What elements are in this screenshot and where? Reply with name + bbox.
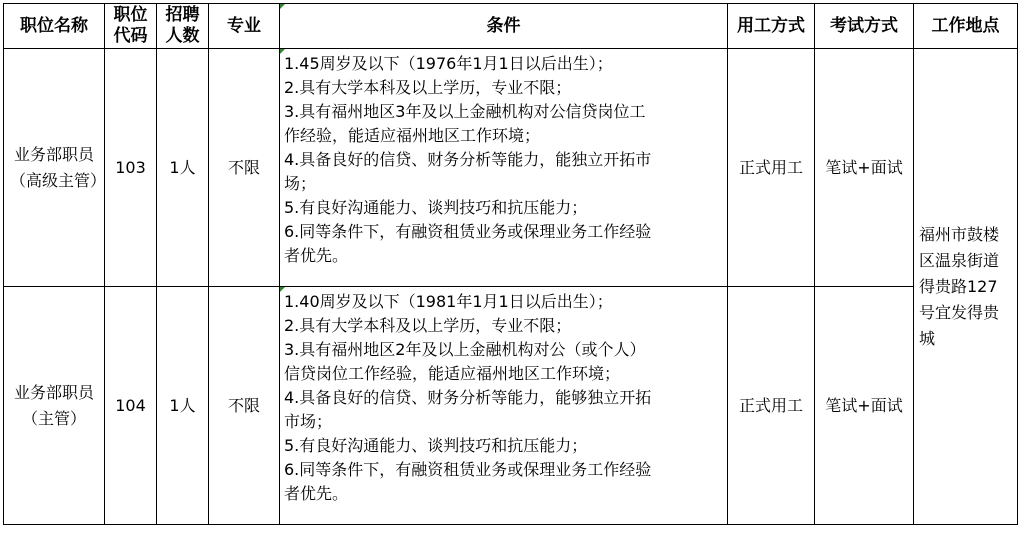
condition-line: 市场； bbox=[284, 412, 333, 431]
table-row bbox=[4, 287, 1018, 525]
condition-line: 信贷岗位工作经验，能适应福州地区工作环境； bbox=[284, 364, 621, 383]
conditions-cell bbox=[280, 49, 728, 287]
major-cell: 不限 bbox=[209, 287, 280, 525]
condition-line: 4.具备良好的信贷、财务分析等能力，能独立开拓市 bbox=[284, 150, 652, 169]
header-code-line1: 职位 bbox=[113, 5, 148, 25]
code-cell: 103 bbox=[105, 49, 157, 287]
condition-line: 者优先。 bbox=[284, 484, 349, 503]
header-position: 职位名称 bbox=[4, 4, 105, 49]
position-cell: 业务部职员（主管） bbox=[4, 287, 105, 525]
header-row bbox=[4, 4, 1018, 49]
condition-line: 6.同等条件下，有融资租赁业务或保理业务工作经验 bbox=[284, 222, 652, 241]
cell-comment-marker bbox=[280, 287, 285, 292]
condition-line: 作经验，能适应福州地区工作环境； bbox=[284, 126, 541, 145]
conditions-cell bbox=[280, 287, 728, 525]
header-conditions bbox=[280, 4, 728, 49]
header-hire-line2: 人数 bbox=[165, 26, 200, 46]
condition-line: 场； bbox=[284, 174, 317, 193]
condition-line: 2.具有大学本科及以上学历，专业不限； bbox=[284, 316, 572, 335]
header-hire-count bbox=[157, 4, 209, 49]
code-cell: 104 bbox=[105, 287, 157, 525]
header-location: 工作地点 bbox=[914, 4, 1018, 49]
condition-line: 6.同等条件下，有融资租赁业务或保理业务工作经验 bbox=[284, 460, 652, 479]
condition-line: 3.具有福州地区2年及以上金融机构对公（或个人） bbox=[284, 340, 646, 359]
condition-line: 5.有良好沟通能力、谈判技巧和抗压能力； bbox=[284, 436, 588, 455]
location-cell: 福州市鼓楼区温泉街道得贵路127号宜发得贵城 bbox=[914, 49, 1018, 525]
employment-cell: 正式用工 bbox=[728, 49, 815, 287]
condition-line: 5.有良好沟通能力、谈判技巧和抗压能力； bbox=[284, 198, 588, 217]
count-cell: 1人 bbox=[157, 287, 209, 525]
table-row bbox=[4, 49, 1018, 287]
header-major: 专业 bbox=[209, 4, 280, 49]
condition-line: 1.45周岁及以下（1976年1月1日以后出生）； bbox=[284, 54, 613, 73]
header-code bbox=[105, 4, 157, 49]
condition-line: 者优先。 bbox=[284, 246, 349, 265]
employment-cell: 正式用工 bbox=[728, 287, 815, 525]
count-cell: 1人 bbox=[157, 49, 209, 287]
exam-cell: 笔试+面试 bbox=[815, 49, 914, 287]
exam-cell: 笔试+面试 bbox=[815, 287, 914, 525]
condition-line: 2.具有大学本科及以上学历，专业不限； bbox=[284, 78, 572, 97]
header-employment: 用工方式 bbox=[728, 4, 815, 49]
header-conditions-label: 条件 bbox=[486, 15, 521, 36]
condition-line: 4.具备良好的信贷、财务分析等能力，能够独立开拓 bbox=[284, 388, 652, 407]
position-cell: 业务部职员（高级主管） bbox=[4, 49, 105, 287]
condition-line: 3.具有福州地区3年及以上金融机构对公信贷岗位工 bbox=[284, 102, 646, 121]
cell-comment-marker bbox=[280, 49, 285, 54]
condition-line: 1.40周岁及以下（1981年1月1日以后出生）； bbox=[284, 292, 613, 311]
major-cell: 不限 bbox=[209, 49, 280, 287]
job-table bbox=[3, 3, 1018, 525]
header-hire-line1: 招聘 bbox=[165, 5, 200, 25]
cell-comment-marker bbox=[280, 4, 285, 9]
header-exam: 考试方式 bbox=[815, 4, 914, 49]
header-code-line2: 代码 bbox=[113, 26, 148, 46]
